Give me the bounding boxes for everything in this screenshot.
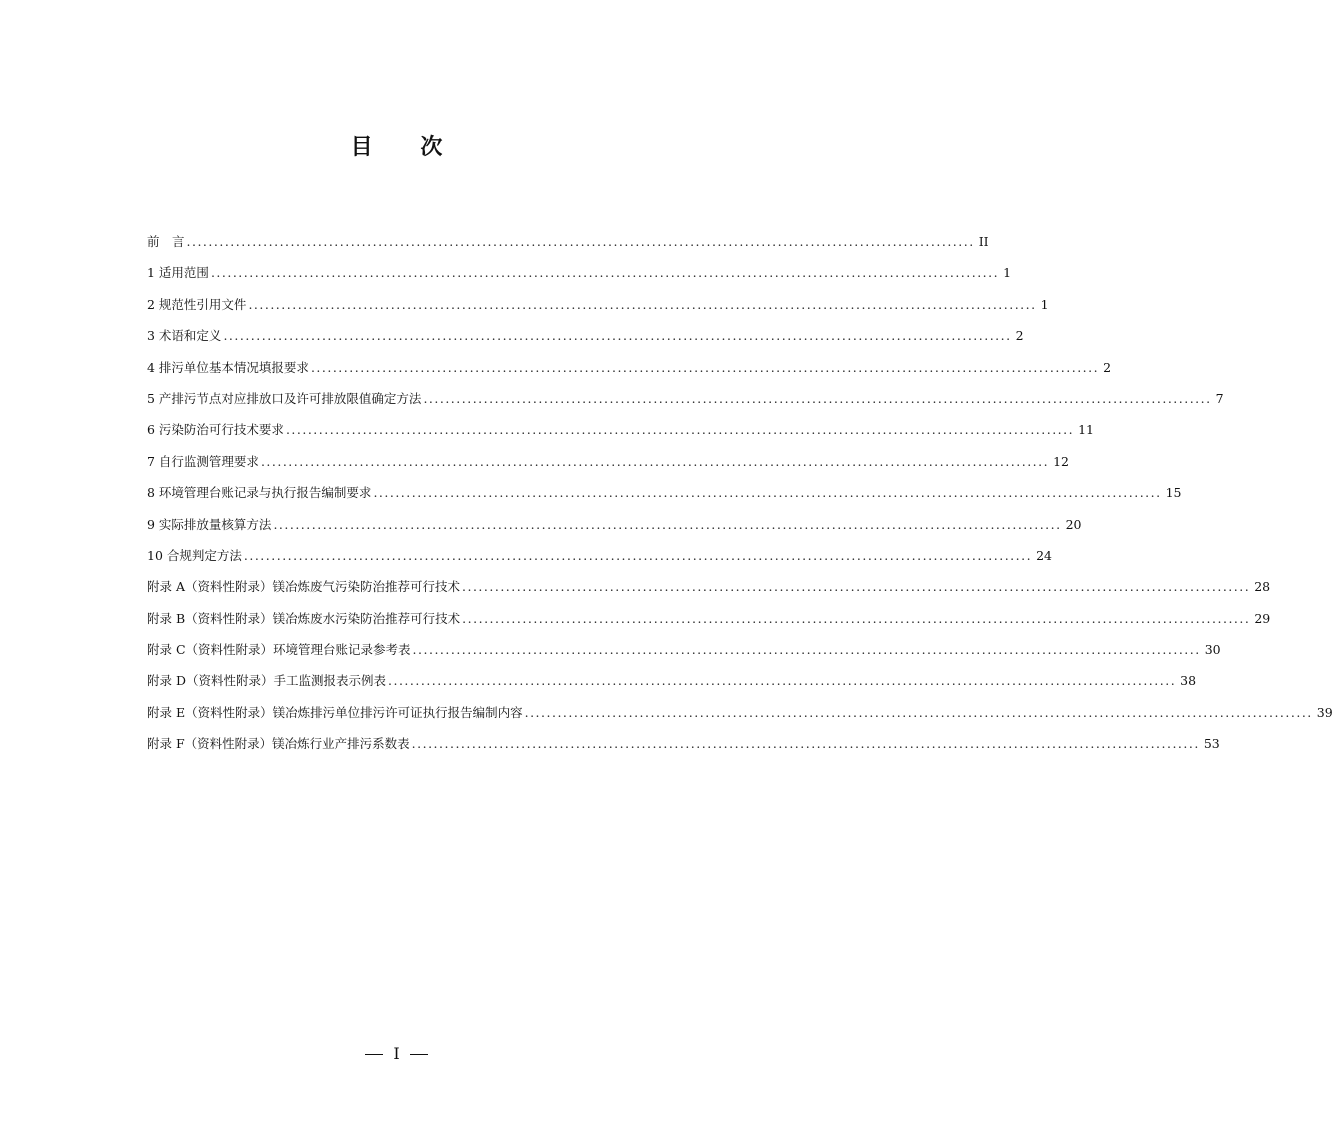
page-footer [0, 1042, 793, 1066]
toc-entry-page: 12 [1053, 453, 1070, 469]
toc-entry-appendix-d[interactable] [147, 671, 1197, 702]
dot-leader: ................................................................................................................................................ [243, 547, 1033, 563]
toc-entry-label: 附录 E（资料性附录）镁冶炼排污单位排污许可证执行报告编制内容 [147, 704, 523, 720]
toc-entry-label: 7 自行监测管理要求 [147, 453, 259, 469]
toc-entry-page: 1 [1003, 265, 1012, 281]
dot-leader: ................................................................................................................................................ [260, 453, 1050, 469]
page-number: I [393, 1044, 400, 1063]
footer-dash-right [410, 1054, 428, 1055]
toc-entry-page: 7 [1215, 390, 1224, 406]
toc-entry-page: 30 [1204, 642, 1221, 658]
toc-entry-appendix-c[interactable] [147, 640, 1221, 671]
toc-entry-page: 39 [1316, 704, 1333, 720]
toc-entry-page: 20 [1065, 516, 1082, 532]
toc-entry-page: 1 [1040, 296, 1049, 312]
toc-entry-emission-accounting[interactable] [147, 515, 1082, 546]
toc-entry-page: 11 [1078, 422, 1095, 438]
toc-entry-pollution-control[interactable] [147, 420, 1095, 451]
toc-entry-page: II [978, 234, 989, 249]
toc-entry-scope[interactable] [147, 263, 1012, 294]
toc-entry-appendix-e[interactable] [147, 703, 1333, 734]
dot-leader: ................................................................................................................................................ [186, 234, 975, 249]
toc-entry-label: 10 合规判定方法 [147, 547, 242, 563]
dot-leader: ................................................................................................................................................ [524, 704, 1313, 720]
toc-entry-label: 附录 C（资料性附录）环境管理台账记录参考表 [147, 642, 411, 658]
dot-leader: ................................................................................................................................................ [423, 390, 1212, 406]
table-of-contents [147, 232, 1333, 766]
toc-entry-label: 附录 A（资料性附录）镁冶炼废气污染防治推荐可行技术 [147, 579, 461, 595]
toc-entry-label: 附录 B（资料性附录）镁冶炼废水污染防治推荐可行技术 [147, 610, 461, 626]
toc-entry-appendix-b[interactable] [147, 609, 1271, 640]
toc-entry-label: 前 言 [147, 234, 185, 249]
dot-leader: ................................................................................................................................................ [273, 516, 1062, 532]
toc-entry-label: 附录 D（资料性附录）手工监测报表示例表 [147, 673, 386, 689]
dot-leader: ................................................................................................................................................ [412, 642, 1201, 658]
toc-entry-page: 29 [1254, 610, 1271, 626]
toc-entry-terms[interactable] [147, 326, 1024, 357]
dot-leader: ................................................................................................................................................ [411, 736, 1200, 752]
toc-entry-ledger-reports[interactable] [147, 483, 1182, 514]
toc-entry-label: 6 污染防治可行技术要求 [147, 422, 284, 438]
toc-entry-label: 2 规范性引用文件 [147, 296, 247, 312]
dot-leader: ................................................................................................................................................ [388, 673, 1177, 689]
dot-leader: ................................................................................................................................................ [210, 265, 1000, 281]
toc-entry-label: 5 产排污节点对应排放口及许可排放限值确定方法 [147, 390, 422, 406]
dot-leader: ................................................................................................................................................ [462, 579, 1251, 595]
toc-entry-appendix-f[interactable] [147, 734, 1220, 765]
toc-entry-page: 15 [1165, 485, 1182, 501]
toc-entry-label: 8 环境管理台账记录与执行报告编制要求 [147, 485, 372, 501]
toc-entry-compliance[interactable] [147, 546, 1052, 577]
toc-entry-label: 3 术语和定义 [147, 328, 222, 344]
dot-leader: ................................................................................................................................................ [373, 485, 1162, 501]
toc-entry-emission-limits[interactable] [147, 389, 1224, 420]
toc-entry-page: 28 [1254, 579, 1271, 595]
footer-dash-left [365, 1054, 383, 1055]
toc-entry-page: 38 [1180, 673, 1197, 689]
toc-entry-label: 4 排污单位基本情况填报要求 [147, 359, 309, 375]
dot-leader: ................................................................................................................................................ [462, 610, 1251, 626]
toc-entry-page: 2 [1103, 359, 1112, 375]
page-title: 目 次 [350, 135, 463, 160]
toc-entry-page: 2 [1015, 328, 1024, 344]
toc-entry-foreword[interactable] [147, 232, 989, 263]
toc-entry-page: 24 [1036, 547, 1052, 563]
toc-entry-self-monitoring[interactable] [147, 452, 1070, 483]
dot-leader: ................................................................................................................................................ [223, 328, 1012, 344]
toc-entry-label: 附录 F（资料性附录）镁冶炼行业产排污系数表 [147, 736, 410, 752]
toc-entry-basic-info[interactable] [147, 358, 1112, 389]
toc-entry-label: 9 实际排放量核算方法 [147, 516, 272, 532]
toc-entry-appendix-a[interactable] [147, 577, 1271, 608]
toc-entry-normative-references[interactable] [147, 295, 1049, 326]
dot-leader: ................................................................................................................................................ [285, 422, 1075, 438]
toc-entry-page: 53 [1203, 736, 1220, 752]
dot-leader: ................................................................................................................................................ [310, 359, 1100, 375]
toc-entry-label: 1 适用范围 [147, 265, 209, 281]
dot-leader: ................................................................................................................................................ [248, 296, 1037, 312]
